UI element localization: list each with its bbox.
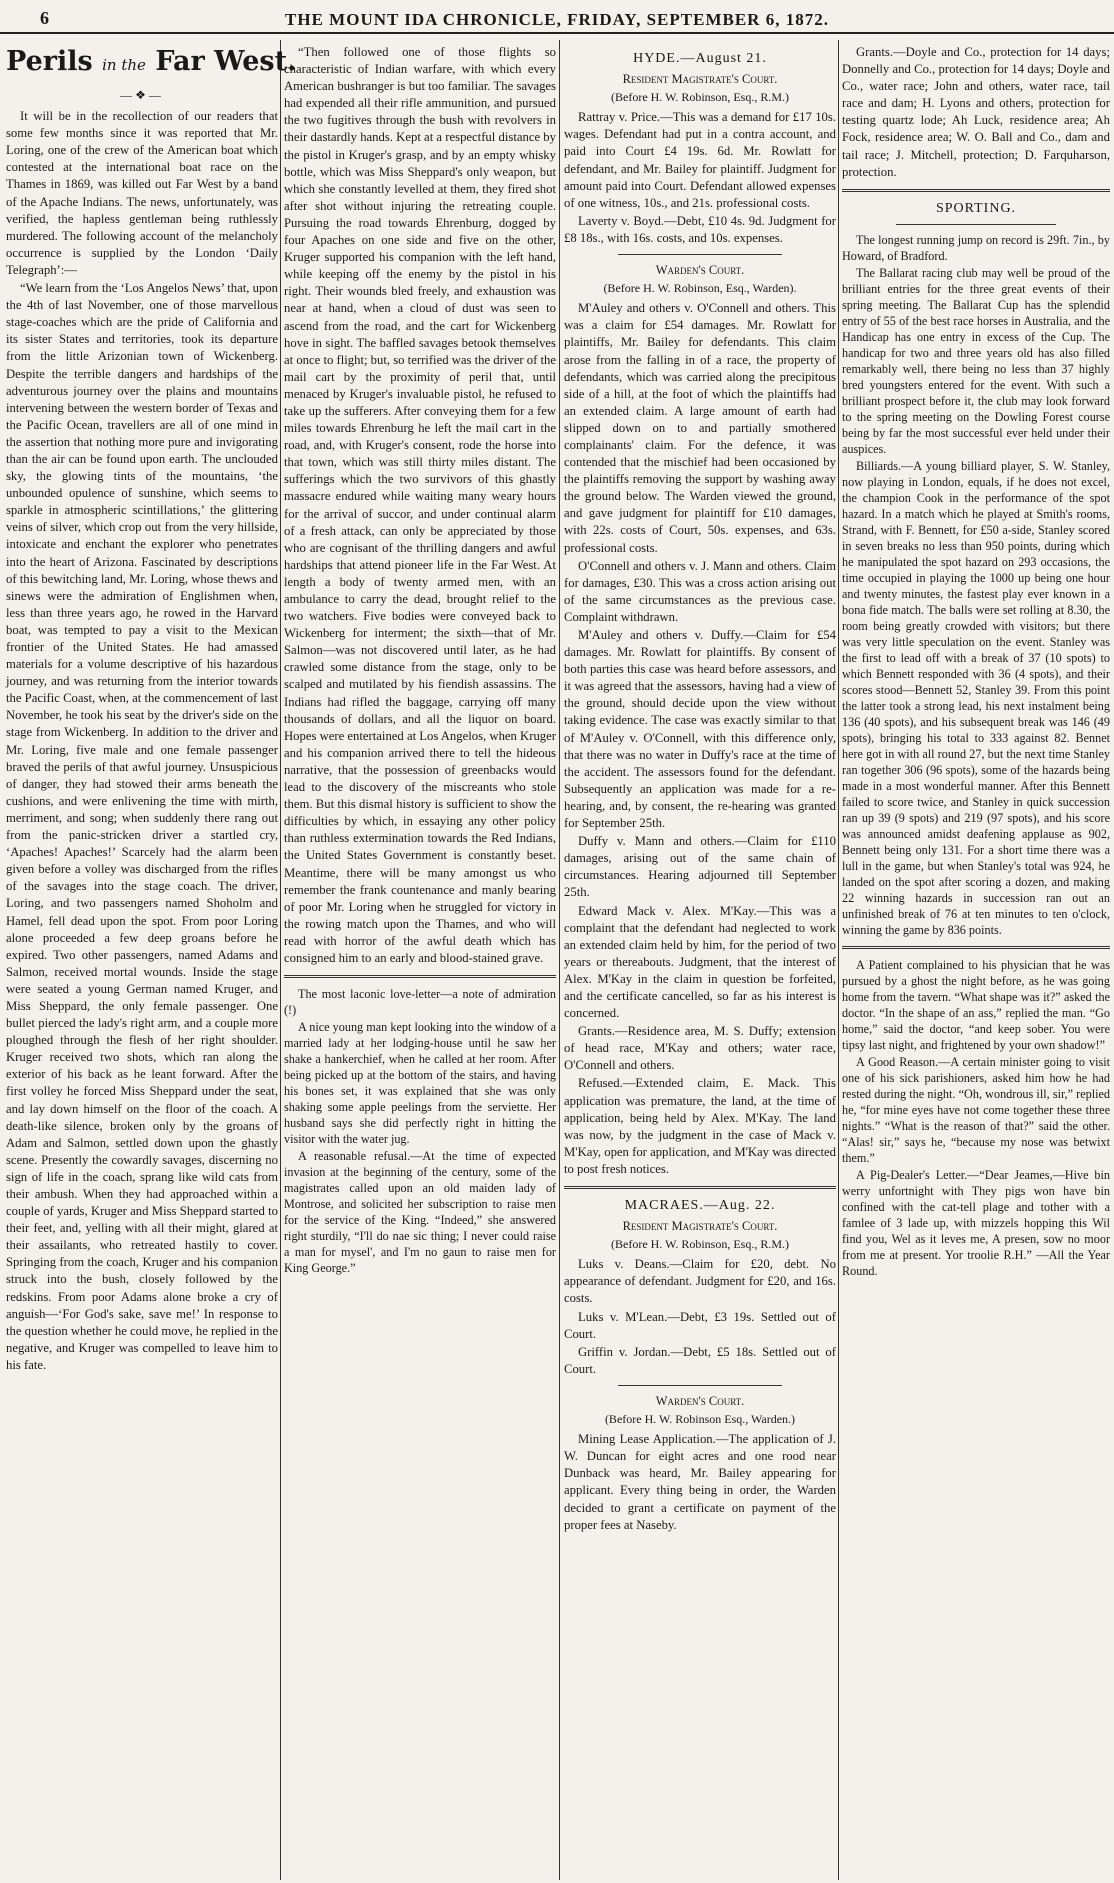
case-paragraph: Grants.—Residence area, M. S. Duffy; extension of head race, M'Kay and others; water race, O'Connell and others.: [564, 1024, 836, 1073]
column-1: [6, 44, 297, 1880]
divider: [896, 224, 1057, 225]
case-paragraph: Laverty v. Boyd.—Debt, £10 4s. 9d. Judgment for £8 18s., with 16s. costs, and 10s. expenses.: [564, 213, 836, 245]
article-paragraph: “Then followed one of those flights so characteristic of Indian warfare, with which every American bushranger is but too familiar. The savages had expended all their rifle ammunition, and pursued the two fugitives through the bush with revolvers in their dastardly hands. Kept at a respectful distance by the pistol in Kruger's grasp, and by an empty whisky bottle, which was Miss Sheppard's only weapon, but which she constantly levelled at them, they fired shot after shot without injuring the retreating couple. Pursuing the road towards Ehrenburg, dogged by four Apaches on one side and five on the other, Kruger supported his companion with the left hand, while keeping off the enemy by the pistol in his right. Their wounds bled freely, and exhaustion was near at hand, when a cloud of dust was seen to ascend from the road, and the cart for Wickenberg hove in sight. The baffled savages betook themselves at once to flight; but, so terrified was the driver of the mail cart by the proximity of peril that, until menaced by Kruger's invaluable pistol, he refused to take up the sufferers. After conveying them for a few miles towards Ehrenburg he left the mail cart in the road, and, with Kruger's consent, rode the horse into that town, which was still thirty miles distant. The sufferings which the two survivors of this ghastly massacre endured while waiting many weary hours for the arrival of succor, and under continual alarm of a fresh attack, can only be appreciated by those who are cognisant of the thrilling dangers and awful hardships that attend pioneer life in the Far West. At length a body of twenty armed men, with an ambulance to carry the dead, brought relief to the two watchers. Five bodies were conveyed back to Wickenberg for interment; the sixth—that of Mr. Salmon—was not discovered until later, as he had crawled some distance from the stage, only to be scalped and mutilated by his fiendish assassins. The Indians had rifled the baggage, carrying off many thousands of dollars, and all the liquor on board. Hopes were entertained at Los Angelos, when Kruger and his companion arrived there to tell the hideous narrative, that the possession of greenbacks would lead to the discovery of the miscreants who stole them. But this dismal history is sufficient to show the difficulties by which, in essaying any other policy than ruthless extermination towards the Red Indians, the United States Government is constantly beset. Meantime, there will be many amongst us who remember the frank countenance and manly bearing of poor Mr. Loring when he struggled for victory in the rowing match upon the Thames, and who will read with horror of the awful death which has consigned him to an early and blood-stained grave.: [284, 45, 556, 965]
misc-paragraph: A Pig-Dealer's Letter.—“Dear Jeames,—Hive bin werry unfortnight with They pigs won have bin confined with the cat-tell plage and tother with a famlee of 3 lade up, with mizzels hopping this Wil find you, Wel as it leves me, A presen, sow no moor from me at present. Yor troolie R.H.” —All the Year Round.: [842, 1167, 1110, 1278]
section-heading-macraes: MACRAES.—Aug. 22.: [624, 1198, 776, 1213]
article-title: Perils in the Far West.: [6, 46, 297, 77]
case-paragraph: Luks v. M'Lean.—Debt, £3 19s. Settled out of Court.: [564, 1309, 836, 1341]
section-heading-sporting: SPORTING.: [935, 200, 1017, 216]
court-before: (Before H. W. Robinson, Esq., R.M.): [611, 1237, 789, 1252]
case-paragraph: Grants.—Doyle and Co., protection for 14 days; Donnelly and Co., protection for 14 days; Doyle and Co., water race; John and others, water race, tail race and dam; H. Lyons and others, protection for testing quartz lode; Ah Luck, residence area; Ah Fock, residence area; W. O. Ball and Co., dam and tail race; J. Mitchell, protection; D. Farquharson, protection.: [842, 45, 1110, 179]
section-divider: [564, 1186, 836, 1189]
column-4: [842, 44, 1110, 1880]
case-paragraph: M'Auley and others v. Duffy.—Claim for £54 damages. Mr. Rowlatt for plaintiffs. By consent of both parties this case was heard before assessors, and it was agreed that the assessors, having had a view of the ground, should decide upon the view without taking evidence. The case was exactly similar to that of M'Auley v. O'Connell, with this difference only, that there was no water in Duffy's race at the time of the accident. The assessors found for the defendant. Subsequently an application was made for a re-hearing, and, by consent, the re-hearing was granted for September 25th.: [564, 628, 836, 831]
court-before: (Before H. W. Robinson, Esq., R.M.): [611, 90, 789, 105]
article-paragraph: It will be in the recollection of our readers that some few months since it was reported that Mr. Loring, one of the crew of the American boat which contested at the international boat race on the Thames in 1869, was killed out Far West by a band of the Apache Indians. The news, unfortunately, was verified, the hapless gentleman being ruthlessly murdered. The following account of the melancholy occurrence is supplied by the London ‘Daily Telegraph’:—: [6, 109, 278, 277]
column-2: [284, 44, 556, 1880]
case-paragraph: Rattray v. Price.—This was a demand for £17 10s. wages. Defendant had put in a contra account, and paid into Court £4 19s. 6d. Mr. Rowlatt for defendant, and Mr. Bailey for plaintiff. Judgment for amount paid into Court. Defendant allowed expenses of one witness, 10s., and 21s. professional costs.: [564, 110, 836, 210]
court-heading: Warden's Court.: [655, 263, 745, 278]
section-divider: [284, 975, 556, 978]
misc-paragraph: A Good Reason.—A certain minister going to visit one of his sick parishioners, asked him how he had rested during the night. “Oh, wondrous ill, sir,” replied he, “for mine eyes have not come together these three nights.” “What is the reason of that?” said the other. “Alas! sir,” says he, “because my nose was betwixt them.”: [842, 1054, 1110, 1165]
case-paragraph: Mining Lease Application.—The application of J. W. Duncan for eight acres and one rood near Dunback was heard, Mr. Bailey appearing for applicant. Every thing being in order, the Warden decided to grant a certificate on payment of the proper fees at Naseby.: [564, 1432, 836, 1532]
misc-paragraph: A nice young man kept looking into the window of a married lady at her lodging-house until he saw her shake a hankerchief, when he called at her room. After being picked up at the bottom of the stairs, and having his bones set, it was explained that she was only shaking some apple peelings from the serviette. Her husband says she did perfectly right in hitting the visitor with the water jug.: [284, 1020, 556, 1147]
case-paragraph: Duffy v. Mann and others.—Claim for £110 damages, arising out of the same chain of circumstances. Hearing adjourned till September 25th.: [564, 834, 836, 900]
court-before: (Before H. W. Robinson, Esq., Warden).: [603, 281, 797, 296]
case-paragraph: Luks v. Deans.—Claim for £20, debt. No appearance of defendant. Judgment for £20, and 16s. costs.: [564, 1257, 836, 1306]
case-paragraph: M'Auley and others v. O'Connell and others. This was a claim for £54 damages. Mr. Rowlatt for plaintiffs, Mr. Bailey for defendants. This claim arose from the falling in of a race, the property of defendants, which was carried along the precipitous side of a hill, at the foot of which the plaintiffs had an extended claim. A large amount of earth had slipped down on to and partially smothered complainants' claim. For the defence, it was contended that the mischief had been occasioned by the plaintiffs removing the support by washing away the ground below. The Warden viewed the ground, and gave judgment for plaintiff for £10 damages, with 22s. costs of Court, 50s. expenses, and 63s. professional costs.: [564, 301, 836, 555]
case-paragraph: O'Connell and others v. J. Mann and others. Claim for damages, £30. This was a cross action arising out of the same circumstances as the previous case. Complaint withdrawn.: [564, 558, 836, 624]
newspaper-title: THE MOUNT IDA CHRONICLE, FRIDAY, SEPTEMBER 6, 1872.: [285, 10, 829, 29]
court-heading: Resident Magistrate's Court.: [622, 1219, 778, 1234]
case-paragraph: Griffin v. Jordan.—Debt, £5 18s. Settled out of Court.: [564, 1344, 836, 1376]
court-heading: Resident Magistrate's Court.: [622, 72, 778, 87]
misc-paragraph: A reasonable refusal.—At the time of expected invasion at the beginning of the century, some of the magistrates called upon an old maiden lady of Montrose, and solicited her subscription to raise men for the service of the King. “Indeed,” she answered right sturdily, “I'll do nae sic thing; I never could raise a man for mysel', and I'm no gaun to raise men for King George.”: [284, 1149, 556, 1276]
column-rule: [280, 40, 281, 1880]
page-number: 6: [40, 8, 49, 28]
section-divider: [842, 189, 1110, 192]
divider: [618, 254, 781, 255]
ornament: —❖—: [120, 88, 164, 102]
section-heading-hyde: HYDE.—August 21.: [633, 51, 767, 66]
section-divider: [842, 946, 1110, 949]
sporting-paragraph: The Ballarat racing club may well be proud of the brilliant entries for the three great events of their spring meeting. The Ballarat Cup has the splendid entry of 55 of the best race horses in Australia, and the Handicap has one entry in excess of the Cup. The handicap for two and three years old has also filled remarkably well, there being no less than 37 highly bred youngsters entered for the event. With such a brilliant prospect before it, the club may look forward to the spring meeting on the Dowling Forest course being by far the most successful ever held under their auspices.: [842, 265, 1110, 456]
court-heading: Warden's Court.: [655, 1393, 745, 1408]
court-before: (Before H. W. Robinson Esq., Warden.): [604, 1412, 796, 1427]
article-paragraph: “We learn from the ‘Los Angelos News’ that, upon the 4th of last November, one of those marvellous stage-coaches which are the pride of California and its sister States and territories, took its departure from the little Arizonian town of Wickenberg. Despite the terrible dangers and hardships of the adventurous journey over the plains and mountains intervening between the western border of Texas and the Pacific Ocean, travellers are all of one mind in the assertion that nothing more pure and invigorating than the air can be found upon earth. The unclouded sky, the glowing tints of the mountains, ‘the unbounded opulence of sunshine, which seems to sparkle in atmospheric scintillations,’ the glittering veins of silver, which crop out from the very hillside, intoxicate and enchant the explorer who penetrates into the heart of Arizona. Fascinated by descriptions of this bewitching land, Mr. Loring, whose thews and sinews were the admiration of Englishmen when, less than three years ago, he rowed in the Harvard boat, was tempted to pay a visit to the Mexican frontier of the United States. He had amassed materials for a volume descriptive of his hazardous journey, and was returning from the interior towards the Pacific Coast, when, at the commencement of last November, he took his seat by the driver's side on the stage from Wickenberg. In addition to the driver and Mr. Loring, five male and one female passenger braved the perils of that awful journey. Unsuspicious of danger, they had stowed their arms beneath the cushions, and were enlivening the time with mirth, merriment, and song; when suddenly there rang out from the panic-stricken driver a startled cry, ‘Apaches! Apaches!’ Scarcely had the alarm been given before a volley was discharged from the rifles of the savages into the stage coach. The driver, Loring, and two passengers named Shoholm and Hamel, fell dead upon the spot. From poor Loring alone proceeded a few deep groans before he expired. Two other passengers, named Adams and Salmon, received mortal wounds. Inside the stage were seated a young German named Kruger, and Miss Sheppard, the only female passenger. One bullet pierced the lady's right arm, and a couple more ploughed through the flesh of her right shoulder. Kruger received two shots, which ran along the exterior of his back as he leant forward. After the first volley he forced Miss Sheppard under the seat, and lay down himself on the floor of the coach. A death-like silence, broken only by the groans of Adam and Salmon, settled down upon the ghastly scene. Presently the cowardly savages, discerning no sign of life in the coach, sprang like wild cats from their ambush. When they had approached within a couple of yards, Kruger and Miss Sheppard started to their feet, and, yelling with all their might, glared at their assailants, who retreated hastily to cover. Springing from the coach, Kruger and his companion struck into the bush, closely followed by the redskins. From poor Adams alone broke a cry of anguish—‘For God's sake, save me!’ In response to the question whether he could move, he replied in the negative, and Kruger was compelled to leave him to his fate.: [6, 281, 278, 1372]
misc-paragraph: A Patient complained to his physician that he was pursued by a ghost the night before, as he was going home from the tavern. “What shape was it?” asked the doctor. “In the shape of an ass,” replied the man. “Go home,” said the doctor, “and keep sober. You were tipsy last night, and frightened by your own shadow!”: [842, 957, 1110, 1052]
sporting-paragraph: The longest running jump on record is 29ft. 7in., by Howard, of Bradford.: [842, 232, 1110, 263]
column-rule: [559, 40, 560, 1880]
case-paragraph: Refused.—Extended claim, E. Mack. This application was premature, the land, at the time of application, being held by Alex. M'Kay. The land was now, by the judgment in the case of Mack v. M'Kay, open for application, and M'Kay was directed to post fresh notices.: [564, 1076, 836, 1176]
misc-paragraph: The most laconic love-letter—a note of admiration (!): [284, 987, 556, 1018]
column-rule: [838, 40, 839, 1880]
divider: [618, 1385, 781, 1386]
column-3: [564, 44, 836, 1880]
case-paragraph: Edward Mack v. Alex. M'Kay.—This was a complaint that the defendant had neglected to work an extended claim held by him, for the period of two years or thereabouts. Judgment, that the interest of Alex. M'Kay in the claim in question be forfeited, and the certificate cancelled, so far as his interest is concerned.: [564, 903, 836, 1021]
masthead: [0, 0, 1114, 34]
sporting-paragraph: Billiards.—A young billiard player, S. W. Stanley, now playing in London, equals, if he does not excel, the champion Cook in the performance of the spot hazard. In a match which he played at Smith's rooms, Strand, with F. Bennett, for £50 a-side, Stanley scored in seven breaks no less than 950 points, during which he manipulated the spot hazard on 293 occasions, the time occupied in playing the 1000 up being one hour and twenty minutes, the fastest play ever known in a bona fide match. The balls were set rolling at 8.30, the room being greatly crowded with visitors; but there was very little speculation on the event. Stanley was the first to lead off with a break of 37 (10 spots) to which Bennett responded with 36 (4 spots), and their scores stood—Bennett 52, Stanley 39. From this point the latter took a strong lead, his next instalment being 136 (40 spots), and his subsequent break was 146 (49 spots), bringing his total to 333 against 82. Bennet here got in with all round 27, but the next time Stanley ran together 306 (96 spots), some of the hazards being made in a most wonderful manner. After this Bennett failed to score twice, and Stanley in quick succession ran up 39 (9 spots) and 219 (97 spots), and his score was announced amidst deafening applause as 902, Bennett being only 131. For a short time there was a lull in the game, but when Stanley's total was 924, he landed on the spot after scoring a dozen, and making 22 winning hazards in succession ran out an unfinished break of 76 at ten minutes to ten o'clock, winning the game by 836 points.: [842, 458, 1110, 937]
